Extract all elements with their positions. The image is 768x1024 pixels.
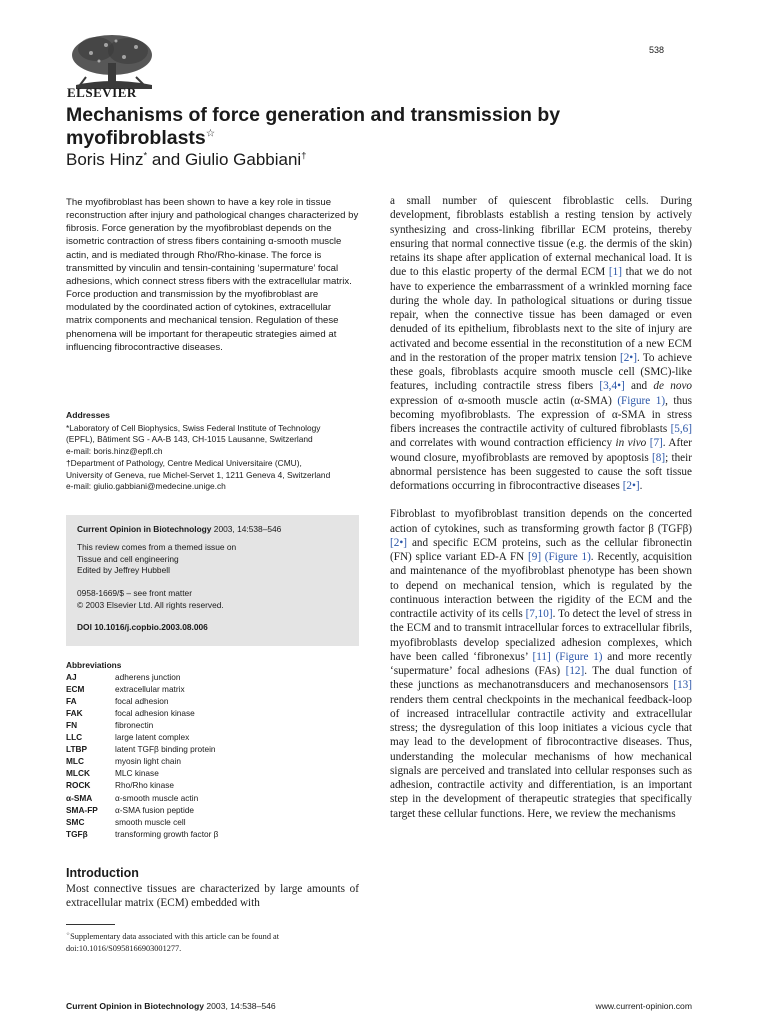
body-text-segment: . Recently, acquisition and maintenance of the myofibroblast phenotype has been shown to depend on mechanical tension, which is regulated by the continuous interaction between the rigidity of the ECM and the contractile activity of its cells bbox=[390, 551, 692, 620]
body-text-segment: . bbox=[639, 480, 643, 492]
abbreviations bbox=[66, 659, 359, 840]
abbreviation-definition: adherens junction bbox=[115, 672, 181, 683]
abbreviation-row bbox=[66, 743, 359, 755]
address-line: University of Geneva, rue Michel-Servet 1, 1211 Geneva 4, Switzerland bbox=[66, 469, 331, 480]
body-text-segment: and bbox=[624, 380, 654, 393]
abbreviation-definition: fibronectin bbox=[115, 720, 154, 731]
author-list bbox=[66, 150, 306, 170]
body-text-segment: expression of α-smooth muscle actin (α-SMA) bbox=[390, 394, 618, 407]
author-conjunction: and bbox=[151, 150, 181, 169]
abbreviation-list bbox=[66, 671, 359, 840]
journal-name: Current Opinion in Biotechnology bbox=[77, 524, 212, 534]
copyright-line: 0958-1669/$ – see front matter bbox=[77, 588, 192, 599]
article-title bbox=[66, 104, 666, 150]
abbreviation-term: SMA-FP bbox=[66, 804, 98, 815]
footnote-divider bbox=[66, 924, 115, 925]
themed-line: This review comes from a themed issue on bbox=[77, 541, 237, 552]
abbreviation-row bbox=[66, 792, 359, 804]
abbreviation-term: MLCK bbox=[66, 768, 90, 779]
body-text-segment: and specific ECM proteins, such as the cellular fibronectin (FN) splice variant ED-A FN bbox=[390, 536, 692, 563]
abbreviation-definition: large latent complex bbox=[115, 732, 190, 743]
citation-link[interactable]: (Figure 1) bbox=[617, 394, 666, 407]
footnote-text: Supplementary data associated with this article can be found at doi:10.1016/S0958166903001277. bbox=[66, 932, 280, 953]
body-text-segment: . After wound closure, myofibroblasts are removed by apoptosis bbox=[390, 437, 692, 464]
abbreviation-row bbox=[66, 695, 359, 707]
abbreviation-definition: myosin light chain bbox=[115, 756, 181, 767]
author-name: Giulio Gabbiani bbox=[184, 150, 302, 169]
abbreviation-row bbox=[66, 755, 359, 767]
body-text-segment: . The dual function of these junctions as mechanotransducers and mechanosensors bbox=[390, 665, 692, 692]
abbreviation-definition: Rho/Rho kinase bbox=[115, 780, 175, 791]
abbreviations-heading: Abbreviations bbox=[66, 660, 122, 670]
page-number: 538 bbox=[648, 45, 664, 55]
address-line: e-mail: giulio.gabbiani@medecine.unige.ch bbox=[66, 481, 226, 492]
citation-link[interactable]: [7] bbox=[649, 437, 663, 450]
footnote bbox=[66, 931, 359, 954]
citation-link[interactable]: (Figure 1) bbox=[555, 650, 603, 663]
abbreviation-row bbox=[66, 707, 359, 719]
abbreviation-term: LTBP bbox=[66, 744, 88, 755]
address-line: †Department of Pathology, Centre Medical Universitaire (CMU), bbox=[66, 457, 302, 468]
abbreviation-definition: MLC kinase bbox=[115, 768, 159, 779]
abbreviation-definition: focal adhesion bbox=[115, 696, 169, 707]
citation-link[interactable]: [2•] bbox=[390, 536, 407, 549]
addresses-heading: Addresses bbox=[66, 410, 110, 420]
abbreviation-definition: transforming growth factor β bbox=[115, 828, 219, 839]
footer-url: www.current-opinion.com bbox=[595, 1001, 692, 1011]
citation-link[interactable]: [12] bbox=[565, 665, 585, 677]
address-line: (EPFL), Bâtiment SG - AA-B 143, CH-1015 Lausanne, Switzerland bbox=[66, 434, 313, 445]
footnote-mark: ☆ bbox=[66, 931, 71, 937]
citation-link[interactable]: [13] bbox=[673, 679, 692, 692]
abstract: The myofibroblast has been shown to have a key role in tissue reconstruction after injury and pathological changes characterized by fibrosis. Force generation by the myofibroblast depends on the isometric contraction of stress fibers containing α-smooth muscle actin, and is mediated through Rho/Rho-kinase. The force is transmitted by vinculin and tensin-containing ‘supermature’ focal adhesions, which connect stress fibers with the extracellular matrix. Force production and transmission by the myofibroblast are modulated by the coordinated action of cytokines, extracellular matrix components and mechanical tension. Regulation of these phenomena will be important for therapeutic strategies aimed at influencing fibrocontractive diseases. bbox=[66, 197, 359, 353]
abbreviation-definition: extracellular matrix bbox=[115, 684, 185, 695]
abbreviation-row bbox=[66, 731, 359, 743]
body-text-segment: Fibroblast to myofibroblast transition depends on the concerted action of cytokines, such as transforming growth factor β (TGFβ) bbox=[390, 508, 692, 535]
footer-citation bbox=[66, 1001, 276, 1011]
body-text-segment: renders them central checkpoints in the mechanical feedback-loop of increased intracellular contractile activity and extracellular stress; the dysregulation of this loop initiates a vicious cycle that may lead to the development of fibrocontractive diseases. Thus, understanding the molecular mechanisms of how mechanical signals are perceived and translated into cellular responses such as adhesion, contractile activity and differentiation, is an important step in the development of therapeutic strategies that specifically target these cellular functions. Here, we review the mechanisms bbox=[390, 693, 692, 820]
footer-journal-citation: 2003, 14:538–546 bbox=[206, 1001, 276, 1011]
abbreviation-definition: smooth muscle cell bbox=[115, 816, 186, 827]
abbreviation-row bbox=[66, 767, 359, 779]
abbreviation-term: FN bbox=[66, 720, 78, 731]
themed-line: Edited by Jeffrey Hubbell bbox=[77, 565, 170, 576]
abbreviation-term: α-SMA bbox=[66, 792, 93, 803]
body-text-segment: . To achieve these goals, fibroblasts acquire smooth muscle cell (SMC)-like features, including contractile stress fibers bbox=[390, 351, 692, 393]
footer-journal-name: Current Opinion in Biotechnology bbox=[66, 1001, 204, 1011]
abbreviation-row bbox=[66, 828, 359, 840]
citation-link[interactable]: [1] bbox=[608, 266, 622, 279]
author-affiliation-mark: † bbox=[301, 150, 307, 161]
italic-term: de novo bbox=[653, 380, 692, 393]
citation-link[interactable]: [7,10] bbox=[525, 608, 553, 620]
abbreviation-definition: latent TGFβ binding protein bbox=[115, 744, 216, 755]
body-text-segment: . To detect the level of stress in the ECM and to transmit intracellular forces to extracellular fibrils, myofibroblasts develop specialized adhesion complexes, which have been called ‘fibronexus’ bbox=[390, 608, 692, 663]
abbreviation-term: ECM bbox=[66, 684, 85, 695]
body-text-segment: ; their abnormal persistence has been suggested to cause the soft tissue deformations occurring in fibrocontractive diseases bbox=[390, 451, 692, 492]
body-text-segment: that we do not have to experience the embarrassment of a wrinkled morning face during the whole day. In pathological situations or during tissue repair, when the connective tissue has been damaged or even denuded of its epithelium, fibroblasts next to the site of injury are activated and become essential in the reconstitution of a new ECM and in the restoration of the proper matrix tension bbox=[390, 266, 692, 364]
body-text-segment: a small number of quiescent fibroblastic cells. During development, fibroblasts establish a resting tension by actively synthesizing and cross-linking fibrillar ECM proteins, thereby ensuring that normal connective tissue (e.g. the dermis of the skin) retains its shape after application of external mechanical load. It is due to this elastic property of the dermal ECM bbox=[390, 195, 692, 279]
citation-link[interactable]: [5,6] bbox=[670, 423, 692, 435]
body-text-right-column bbox=[390, 194, 692, 821]
body-text-segment: and more recently ‘supermature’ focal adhesions (FAs) bbox=[390, 650, 692, 677]
abbreviation-term: AJ bbox=[66, 672, 77, 683]
abbreviation-row bbox=[66, 779, 359, 791]
abbreviation-definition: focal adhesion kinase bbox=[115, 708, 195, 719]
addresses bbox=[66, 410, 366, 493]
abbreviation-definition: α-smooth muscle actin bbox=[115, 792, 199, 803]
address-line: *Laboratory of Cell Biophysics, Swiss Federal Institute of Technology bbox=[66, 422, 321, 433]
body-text-segment: , thus becoming myofibroblasts. The expression of α-SMA in stress fibers increases the contractile activity of cultured fibroblasts bbox=[390, 394, 692, 435]
title-footnote-mark: ☆ bbox=[205, 127, 216, 140]
citation-link[interactable]: [2•] bbox=[622, 480, 640, 492]
citation-link[interactable]: [2•] bbox=[619, 351, 637, 364]
author-affiliation-mark: * bbox=[143, 150, 148, 161]
address-line: e-mail: boris.hinz@epfl.ch bbox=[66, 446, 163, 457]
doi: DOI 10.1016/j.copbio.2003.08.006 bbox=[77, 621, 208, 632]
themed-line: Tissue and cell engineering bbox=[77, 553, 179, 564]
citation-link[interactable]: (Figure 1) bbox=[544, 551, 591, 563]
abbreviation-term: SMC bbox=[66, 816, 85, 827]
copyright-line: © 2003 Elsevier Ltd. All rights reserved. bbox=[77, 599, 224, 610]
abbreviation-row bbox=[66, 816, 359, 828]
abbreviation-term: MLC bbox=[66, 756, 84, 767]
abbreviation-row bbox=[66, 671, 359, 683]
abbreviation-term: FA bbox=[66, 696, 77, 707]
italic-term: in vivo bbox=[615, 437, 647, 450]
introduction-text: Most connective tissues are characterized by large amounts of extracellular matrix (ECM) embedded with bbox=[66, 883, 359, 910]
citation-link[interactable]: [9] bbox=[528, 551, 542, 563]
body-paragraph bbox=[390, 194, 692, 493]
citation-link[interactable]: [8] bbox=[652, 451, 666, 464]
author-name: Boris Hinz bbox=[66, 150, 144, 169]
title-text: Mechanisms of force generation and transmission by myofibroblasts bbox=[66, 104, 561, 149]
themed-issue-box bbox=[66, 515, 359, 646]
publisher-name: ELSEVIER bbox=[67, 85, 137, 100]
journal-citation: 2003, 14:538–546 bbox=[213, 524, 282, 534]
abbreviation-row bbox=[66, 804, 359, 816]
citation-link[interactable]: [11] bbox=[532, 650, 551, 663]
body-text-segment: and correlates with wound contraction efficiency bbox=[390, 437, 616, 450]
abbreviation-definition: α-SMA fusion peptide bbox=[115, 804, 195, 815]
abbreviation-row bbox=[66, 683, 359, 695]
section-heading-introduction: Introduction bbox=[66, 866, 139, 880]
abbreviation-term: FAK bbox=[66, 708, 83, 719]
citation-link[interactable]: [3,4•] bbox=[599, 380, 625, 393]
abbreviation-term: TGFβ bbox=[66, 828, 88, 839]
abbreviation-row bbox=[66, 719, 359, 731]
body-paragraph bbox=[390, 507, 692, 821]
abbreviation-term: ROCK bbox=[66, 780, 91, 791]
abbreviation-term: LLC bbox=[66, 732, 83, 743]
